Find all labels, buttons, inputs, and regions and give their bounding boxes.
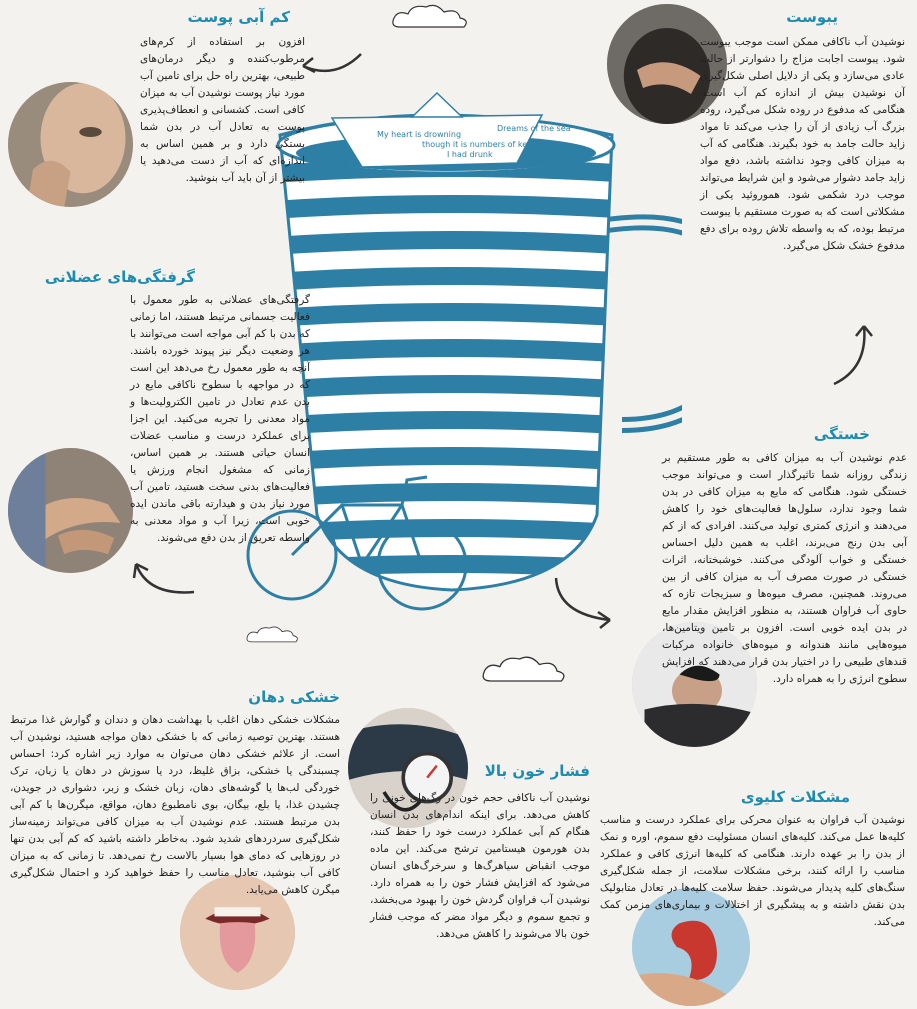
curved-arrow-icon [128, 556, 198, 601]
boat-text-2: though it is numbers of kemlosk [422, 140, 551, 149]
boat-text-1: My heart is drowning [377, 130, 462, 139]
muscle-cramps-title-wrap [10, 268, 195, 290]
fatigue-title: خستگی [813, 425, 870, 443]
fatigue-title-wrap [770, 425, 870, 447]
fatigue-body: عدم نوشیدن آب به میزان کافی به طور مستقیم بر زندگی روزانه شما تاثیرگذار است و می‌تواند موجب خستگی شود. هنگامی که مایع به میزان کافی در بدن شما وجود ندارد، سلول‌ها فعالیت‌های خود را کاهش می‌دهند و انرژی کمتری تولید می‌کنند. افرادی که از کم آبی بدن رنج می‌برند، اغلب به همین دلیل احساس خستگی و خواب آلودگی می‌کنند. خوشبختانه، اثرات خستگی در صورت مصرف آب به میزان کافی از بین می‌روند. همچنین، مصرف میوه‌ها و سبزیجات تازه که حاوی آب فراوان هستند، به منظور افزایش مقدار مایع در بدن ایده خوبی است. افزون بر تامین ویتامین‌ها، میوه‌هایی مانند هندوانه و میوه‌های خانواده مرکبات قندهای طبیعی را در اختیار بدن قرار می‌دهند که افزایش سطوح انرژی را به همراه دارد. [662, 452, 907, 685]
cloud-icon [390, 2, 470, 32]
curved-arrow-icon [295, 44, 365, 84]
dry-mouth-title-wrap [230, 688, 340, 710]
curved-arrow-icon [548, 570, 618, 630]
boat-text-4: Dreams of the sea [497, 124, 571, 133]
blood-pressure-title: فشار خون بالا [484, 762, 590, 780]
dry-mouth-section [10, 712, 340, 899]
dry-skin-photo [8, 82, 133, 207]
dry-skin-body: افزون بر استفاده از کرم‌های مرطوب‌کننده و دیگر درمان‌های طبیعی، بهترین راه حل برای تامین آب مورد نیاز پوست نوشیدن آب به میزان کافی است. کشسانی و انعطاف‌پذیری پوست به تعادل آب در بدن شما بستگی دارد و بر همین اساس به اندازه‌ای که آب از دست می‌دهید یا بیشتر از آن باید آب بنوشید. [140, 36, 305, 184]
constipation-title-wrap [728, 8, 838, 30]
muscle-cramps-body: گرفتگی‌های عضلانی به طور معمول با فعالیت جسمانی مرتبط هستند، اما زمانی که بدن با کم آبی مواجه است می‌توانند با هر وضعیت دیگر نیز پیوند خورده باشند. آنچه به طور معمول رخ می‌دهد این است که در مواجهه با سطوح ناکافی مایع در بدن عدم تعادل در تامین الکترولیت‌ها و مواد معدنی را تجربه می‌کنید. این اجزا برای عملکرد درست و مناسب عضلات انسان حیاتی هستند. بر همین اساس، زمانی که مشغول انجام ورزش یا فعالیت‌های بدنی سخت هستید، تامین آب مورد نیاز بدن و هیدارته باقی ماندن ایده خوبی است، زیرا آب و مواد معدنی به واسطه تعریق از بدن دفع می‌شوند. [130, 294, 310, 544]
kidney-section [600, 812, 905, 931]
dry-mouth-body: مشکلات خشکی دهان اغلب با بهداشت دهان و دندان و گوارش غذا مرتبط هستند. بهترین توصیه زمانی که با خشکی دهان مواجه هستید، نوشیدن آب است. از علائم خشکی دهان می‌توان به موارد زیر اشاره کرد: احساس چسبندگی یا خشکی، بزاق غلیظ، درد یا سوزش در دهان یا زبان، ترک خوردگی لب‌ها یا گوشه‌های دهان، زبان خشک و زبر، دشواری در جویدن، چشیدن غذا، یا بلع، بیگان، بوی نامطبوع دهان، مواقع، میگرن‌ها با کم آبی بدن مرتبط هستند. عدم نوشیدن آب به میزان کافی می‌تواند زمینه‌ساز شکل‌گیری سردردهای شدید شود. به‌خاطر داشته باشید که کم آبی بدن تنها در روزهایی که دمای هوا بسیار بالاست رخ نمی‌دهد. تا زمانی که به میزان کافی آب بنوشید، تعادل مناسب را حفظ خواهید کرد و احتمال شکل‌گیری میگرن کاهش می‌یابد. [10, 714, 340, 896]
constipation-section [700, 34, 905, 255]
blood-pressure-title-wrap [480, 762, 590, 784]
dry-skin-title: کم آبی پوست [187, 8, 290, 26]
fatigue-section [662, 450, 907, 688]
dry-skin-section [140, 8, 290, 30]
kidney-title: مشکلات کلیوی [740, 788, 850, 806]
dry-mouth-title: خشکی دهان [248, 688, 340, 706]
muscle-cramps-title: گرفتگی‌های عضلانی [44, 268, 195, 286]
kidney-title-wrap [740, 788, 850, 810]
muscle-cramps-photo [8, 448, 133, 573]
blood-pressure-section [370, 790, 590, 943]
muscle-cramps-section [130, 292, 310, 547]
kidney-body: نوشیدن آب فراوان به عنوان محرکی برای عملکرد درست و مناسب کلیه‌ها عمل می‌کند. کلیه‌های انسان مسئولیت دفع سموم، اوره و نمک از بدن را بر عهده دارند. هنگامی که کلیه‌ها انرژی کافی و عملکرد مناسب را ارائه کنند، برخی مشکلات سلامت، از جمله شکل‌گیری سنگ‌های کلیه پدیدار می‌شوند. حفظ سلامت کلیه‌ها در تعادل متابولیک بدن نقش داشته و به پیشگیری از اختلالات و بیماری‌های مزمن کمک می‌کند. [600, 814, 905, 928]
blood-pressure-body: نوشیدن آب ناکافی حجم خون در رگ‌های خونی را کاهش می‌دهد. برای اینکه اندام‌های بدن انسان هنگام کم آبی عملکرد درست خود را حفظ کنند، بدن هورمون هیستامین ترشح می‌کند. این ماده موجب انقباض سیاهرگ‌ها و سرخرگ‌های انسان می‌شود که افزایش فشار خون را به همراه دارد. نوشیدن آب فراوان گردش خون را بهبود می‌بخشد، و تجمع سموم و دیگر مواد مضر که موجب فشار خون بالا می‌شوند را کاهش می‌دهد. [370, 792, 590, 940]
cloud-icon [480, 652, 568, 688]
cloud-icon [245, 622, 300, 648]
constipation-title: یبوست [786, 8, 838, 26]
curved-arrow-icon [828, 318, 878, 388]
constipation-body: نوشیدن آب ناکافی ممکن است موجب یبوست شود. یبوست اجابت مزاج را دشوارتر از حالت عادی می‌سازد و یکی از دلایل اصلی شکل‌گیری آن نوشیدن بیش از اندازه کم آب است. هنگامی که مدفوع در روده شکل می‌گیرد، روده بزرگ آب زیادی از آن را جذب می‌کند تا مواد زاید حالت جامد به خود بگیرند. هنگامی که آب به میزان کافی وجود نداشته باشد، دفع مواد زاید جامد دشوار می‌شود و این شرایط می‌تواند موجب درد شکمی شود. هموروئید یکی از مشکلاتی است که به صورت مستقیم با یبوست مرتبط بوده، که به واسطه تلاش روده برای دفع مدفوع خشک شکل می‌گیرد. [700, 36, 905, 252]
boat-text-3: I had drunk [447, 150, 493, 159]
dry-skin-body-wrap [140, 34, 305, 187]
